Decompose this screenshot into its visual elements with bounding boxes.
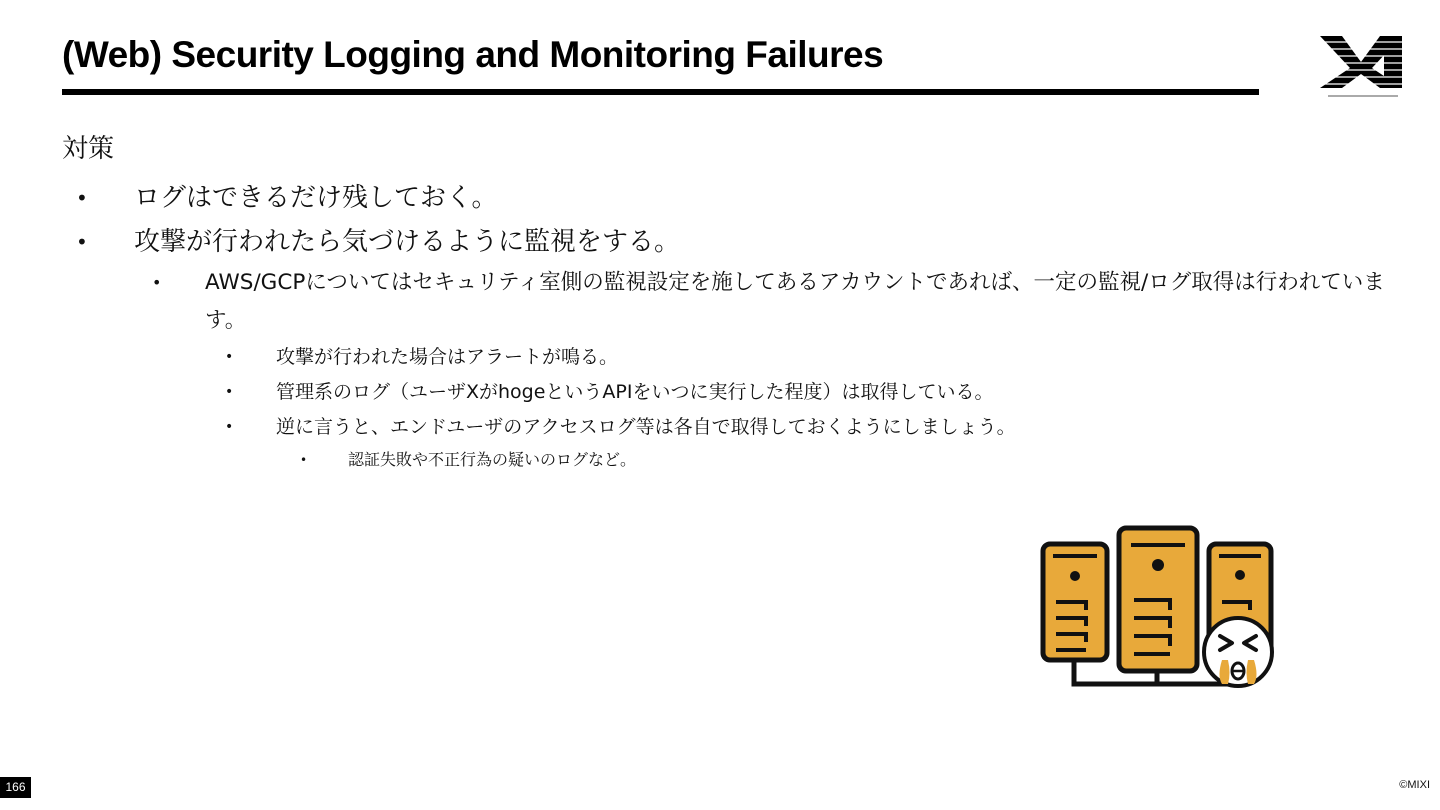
slide-content — [62, 130, 1392, 475]
bullet: • — [76, 230, 88, 254]
list-item-text: ログはできるだけ残しておく。 — [134, 183, 498, 213]
list-item — [62, 220, 1392, 264]
list-item-text: 管理系のログ（ユーザXがhogeというAPIをいつに実行した程度）は取得している。 — [276, 381, 994, 403]
list-item-text: 逆に言うと、エンドユーザのアクセスログ等は各自で取得しておくようにしましょう。 — [276, 416, 1016, 438]
bullet: • — [225, 384, 234, 400]
crying-servers-icon — [1036, 518, 1282, 694]
list-item — [62, 176, 1392, 220]
slide-title: (Web) Security Logging and Monitoring Failures — [62, 34, 884, 75]
copyright: ©MIXI — [1399, 779, 1430, 791]
list-item — [62, 410, 1392, 445]
list-item-text: 攻撃が行われたら気づけるように監視をする。 — [134, 227, 681, 257]
list-item — [62, 445, 1392, 475]
list-item — [62, 264, 1392, 340]
list-item — [62, 375, 1392, 410]
list-item-text: 攻撃が行われた場合はアラートが鳴る。 — [276, 346, 619, 368]
mixi-logo — [1316, 32, 1406, 100]
page-number: 166 — [0, 777, 31, 798]
list-item-text: AWS/GCPについてはセキュリティ室側の監視設定を施してあるアカウントであれば、一定の監視/ログ取得は行われています。 — [205, 270, 1385, 333]
bullet: • — [152, 273, 162, 292]
list-item-text: 認証失敗や不正行為の疑いのログなど。 — [348, 450, 637, 469]
bullet: • — [225, 419, 234, 435]
section-heading: 対策 — [62, 134, 115, 164]
bullet: • — [300, 453, 308, 467]
title-underline — [62, 89, 1259, 95]
bullet: • — [225, 349, 234, 365]
bullet: • — [76, 186, 88, 210]
list-item — [62, 340, 1392, 375]
